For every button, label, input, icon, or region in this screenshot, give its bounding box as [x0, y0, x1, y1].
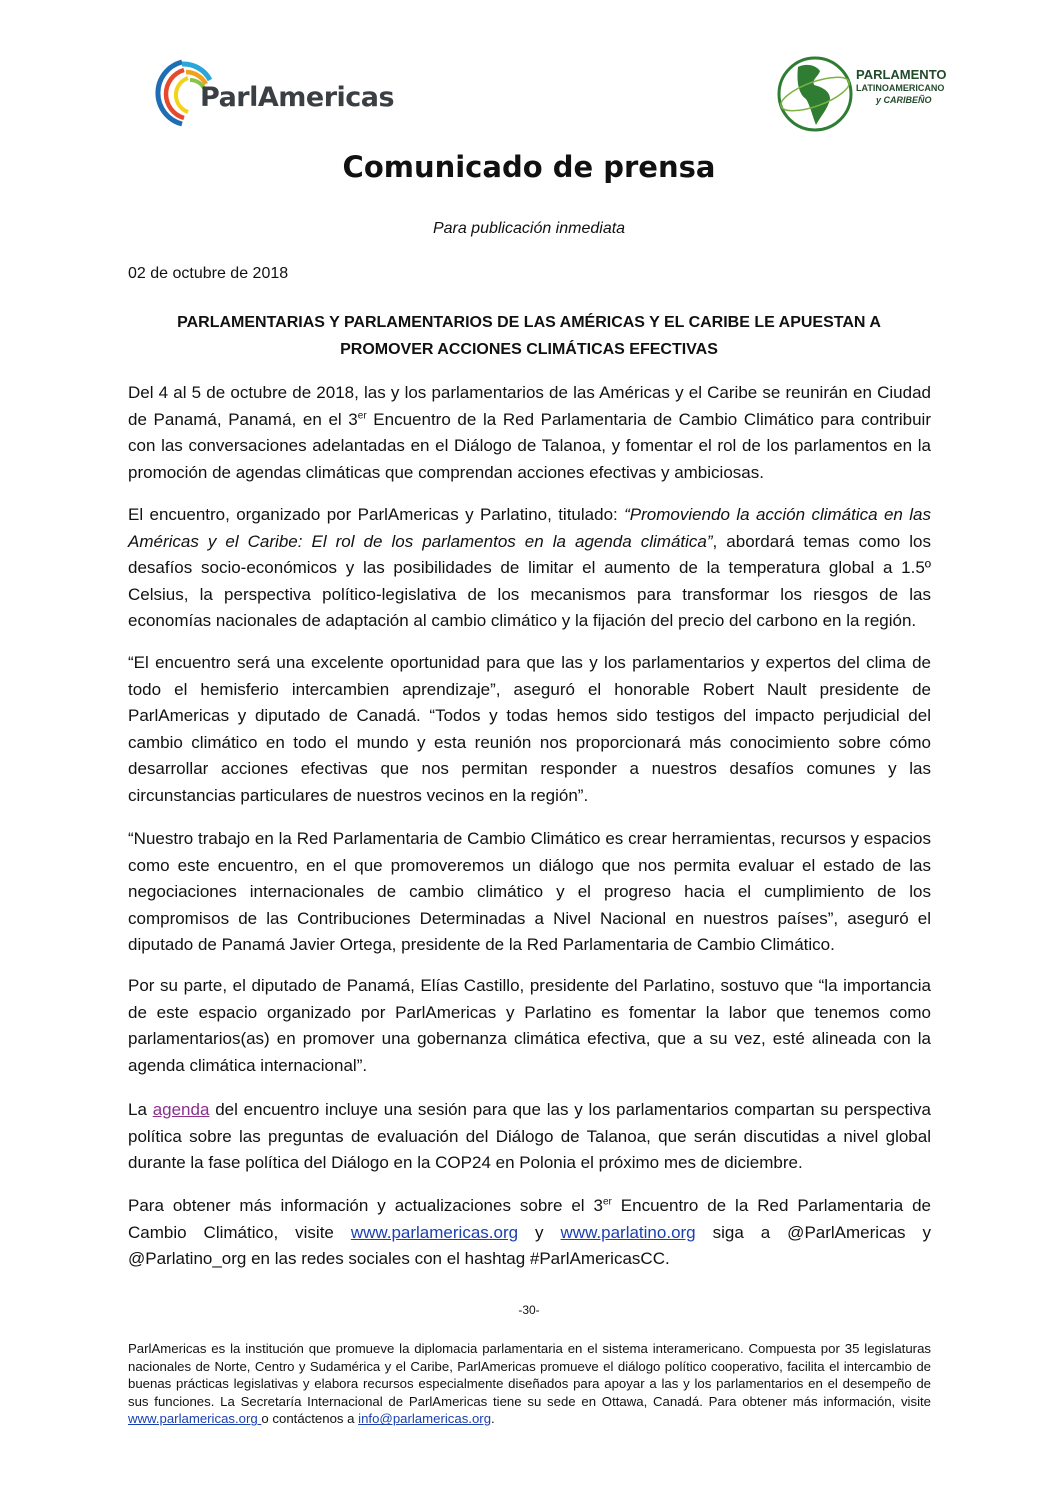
parlamericas-link[interactable]: www.parlamericas.org: [350, 1222, 519, 1242]
parlamericas-wordmark: ParlAmericas: [200, 82, 395, 113]
paragraph-7: [128, 1193, 931, 1273]
p2-text-e: , abordará temas como los desafíos socio-económicos y las posibilidades de limitar el aumento de la temperatura global a 1.5º Celsius, la perspectiva político-legislativa de los mecanismos para transformar los riesgos de las economías nacionales de adaptación al cambio climático y la fijación del precio del carbono en la región.: [128, 531, 931, 630]
p4-attribution: aseguró el diputado de Panamá Javier Ortega, presidente de la Red Parlamentaria de Cambio Climático.: [128, 908, 931, 954]
p7-text-b: Encuentro de la Red Parlamentaria de Cambio Climático: [128, 1196, 931, 1242]
footer-text-a: ParlAmericas es la institución que promueve la diplomacia parlamentaria en el sistema interamericano. Compuesta por 35 legislaturas nacionales de Norte, Centro y Sudamérica y el Caribe, ParlAmericas promueve el diálogo político cooperativo, facilita el intercambio de buenas prácticas legislativas y elabora recursos especialmente diseñados para apoyar a las y los parlamentarios en el desempeño de sus funciones. La Secretaría Internacional de ParlAmericas tiene su sede en Ottawa, Canadá. Para obtener más información, visite: [128, 1341, 931, 1409]
p2-text-c: organizado por ParlAmericas y Parlatino, titulado:: [229, 505, 625, 524]
p7-sup: er: [602, 1196, 612, 1208]
p7-text-e: siga a @ParlAmericas y @Parlatino_org en las redes sociales con el hashtag #ParlAmericasCC.: [128, 1222, 931, 1268]
p2-text-b: encuentro,: [149, 505, 230, 524]
p2-event-title: “Promoviendo la acción climática en las Américas y el Caribe: El rol de los parlamentos en la agenda climática”: [128, 505, 931, 551]
paragraph-4: [128, 826, 931, 959]
p5-text-a: Por su parte, el diputado de Panamá, Elías Castillo, presidente del Parlatino, sostuvo que “la importancia de este espacio organizado por ParlAmericas y Parlatino es fomentar la labor que tenemos como parlamentarios(as): [128, 976, 931, 1048]
parlatino-link[interactable]: www.parlatino.org: [560, 1222, 696, 1242]
p7-text-a: Para obtener más información y actualizaciones sobre el 3: [128, 1196, 603, 1215]
page-number: -30-: [518, 1303, 540, 1317]
p1-text-b: Encuentro de la Red Parlamentaria de Cambio Climático para contribuir con las conversaciones adelantadas en el Diálogo de Talanoa, y fomentar el rol de los parlamentos en la promoción de agendas climáticas que comprendan acciones efectivas y ambiciosas.: [128, 409, 931, 482]
parlatino-logo: [776, 55, 947, 133]
headline-line1: PARLAMENTARIAS Y PARLAMENTARIOS DE LAS AMÉRICAS Y EL CARIBE LE APUESTAN A: [177, 314, 881, 331]
p6-text-b: del encuentro incluye una sesión para que las y los parlamentarios compartan su perspectiva política sobre las preguntas de evaluación del Diálogo de Talanoa, que serán discutidas a nivel global durante la fase política del Diálogo en la COP24 en Polonia el próximo mes de diciembre.: [128, 1100, 931, 1172]
footer-email-link[interactable]: info@parlamericas.org: [358, 1411, 492, 1427]
footer-text-c: .: [491, 1411, 495, 1427]
p6-text-a: La: [128, 1100, 153, 1119]
paragraph-5: [128, 973, 931, 1079]
p1-sup: er: [357, 409, 367, 421]
headline: [128, 309, 930, 363]
footer-text-b: o contáctenos a: [261, 1411, 359, 1427]
p4-quote: “Nuestro trabajo en la Red Parlamentaria de Cambio Climático es crear herramientas, recursos y espacios como este encuentro, en el que promoveremos un diálogo que nos permita evaluar el estado de las negociaciones internacionales de cambio climático y el progreso hacia el cumplimiento de los compromisos de las Contribuciones Determinadas a Nivel Nacional en nuestros países”,: [128, 829, 931, 928]
footer-boilerplate: [128, 1340, 931, 1428]
paragraph-2: [128, 502, 931, 635]
release-date: 02 de octubre de 2018: [128, 265, 289, 282]
p7-text-d: y: [518, 1222, 561, 1242]
p2-text-a: El: [128, 505, 150, 524]
release-subtitle: Para publicación inmediata: [432, 220, 626, 237]
p7-text-c: , visite: [273, 1222, 351, 1242]
parlatino-line1: PARLAMENTO: [856, 67, 947, 82]
p1-text-a: Del 4 al 5 de octubre de 2018, las y los parlamentarios de las Américas y el Caribe se reunirán en Ciudad de Panamá, Panamá, en el 3: [128, 383, 931, 429]
paragraph-3: “El encuentro será una excelente oportunidad para que las y los parlamentarios y expertos del clima de todo el hemisferio intercambien aprendizaje”, aseguró el honorable Robert Nault presidente de ParlAmericas y diputado de Canadá. “Todos y todas hemos sido testigos del impacto perjudicial del cambio climático en todo el mundo y esta reunión nos proporcionará más conocimiento sobre cómo desarrollar acciones efectivas que nos permitan responder a nuestros desafíos comunes y las circunstancias particulares de nuestros vecinos en la región”.: [128, 653, 931, 805]
paragraph-6: [128, 1097, 931, 1177]
agenda-link[interactable]: agenda: [152, 1100, 210, 1119]
paragraph-1: [128, 380, 931, 486]
parlatino-line3: y CARIBEÑO: [876, 95, 932, 105]
parlatino-line2: LATINOAMERICANO: [856, 83, 945, 93]
parlamericas-logo: [148, 58, 418, 128]
headline-line2: PROMOVER ACCIONES CLIMÁTICAS EFECTIVAS: [340, 341, 718, 358]
americas-map-icon: [776, 55, 854, 133]
footer-parlamericas-link[interactable]: www.parlamericas.org: [128, 1411, 262, 1427]
p5-text-b: en promover una gobernanza climática efectiva, que a su vez, esté alineada con la agenda climática internacional”.: [128, 1029, 931, 1075]
page-title: Comunicado de prensa: [342, 150, 716, 184]
